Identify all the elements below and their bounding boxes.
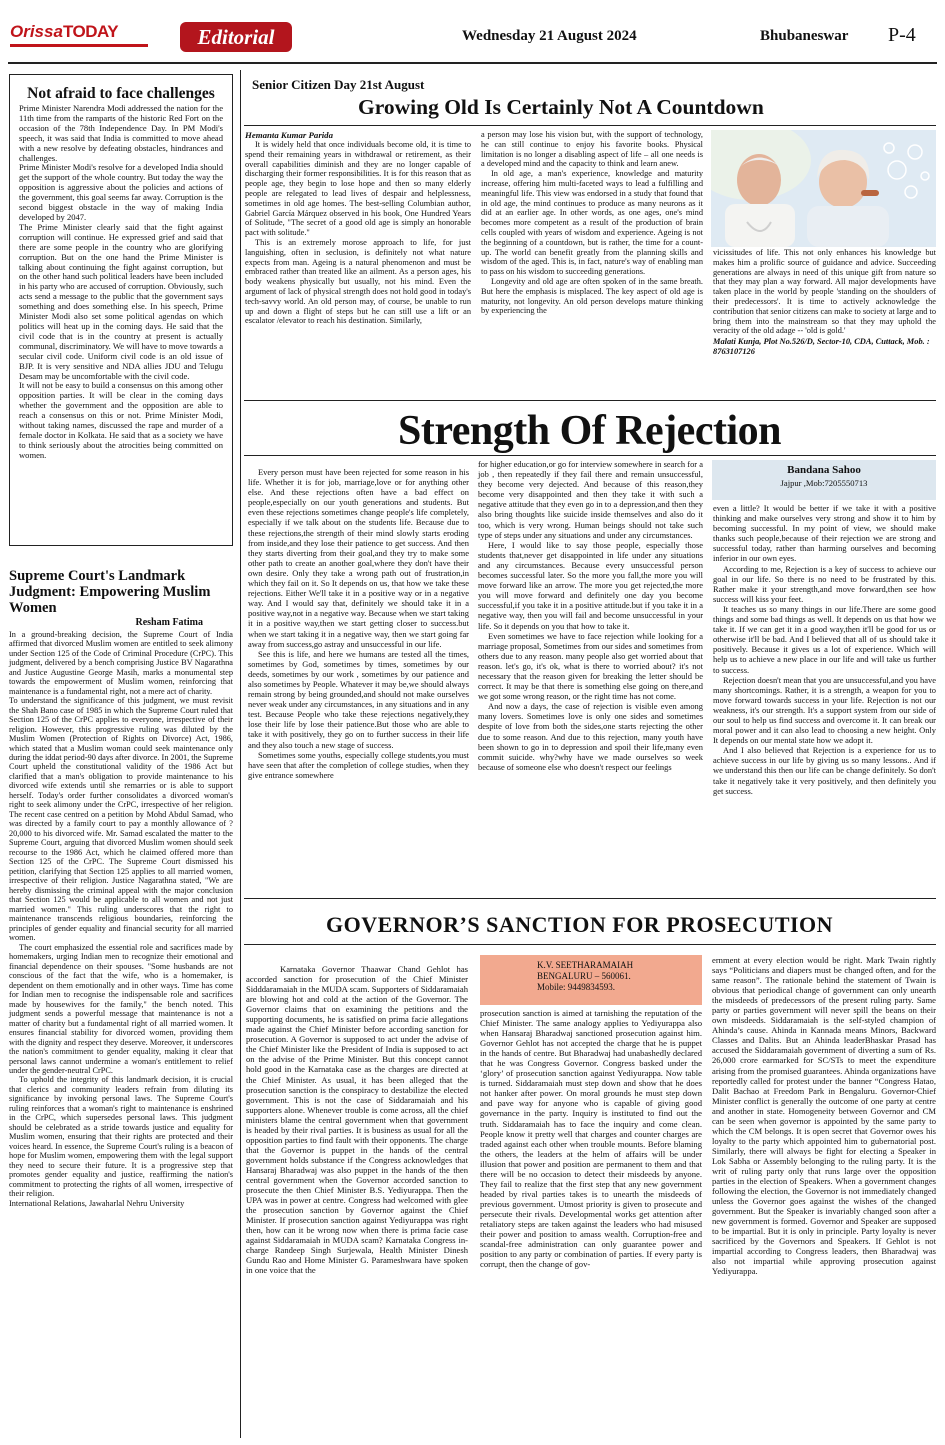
governor-author-box: [480, 955, 702, 1005]
left-article-box: [9, 74, 233, 546]
masthead-rule: [8, 62, 937, 64]
paragraph: Every person must have been rejected for some reason in his life. Whether it is for job, marriage,love or for anything other else. And these rejections often have a bad effect on people,especially on our youth generations and students. But even these rejections sometimes change people's life completely, especially if we talk about on the students life. Because due to these rejections,the strength of their mind slowly starts eroding from inside,and they lose their patience to get success. And then they starts diverting from their goal,and they try to make some other path to create an another goal,where they don't have their own desire. Only they take a wrong path out of frustration,in which they fail on it. So It depends on us, that how we take these rejections. Either We'll take it in a positive way or in a negative way. And I would say that, definitely we should take it in a positive way,not in a negative way. Because when we start taking it in a positive way,then we start getting closer to success.but when we start taking it in a negative way, then we start going far away from success,go astray and unsuccessful in our life.: [248, 467, 469, 649]
paragraph: prosecution sanction is aimed at tarnishing the reputation of the Chief Minister. The same analogy applies to Yediyurappa also when Hansaraj Bharadwaj sanctioned prosecution against him. Governor Gehlot has not accepted the charge that he is puppet in the hands of centre. But Bharadwaj had unabashedly declared that he was Congress Governor. Congress basked under the ‘glory’ of prosecution sanction against Yediyurappa. Now table is turned. Siddaramaiah must step down and show that he does not hanker after power. On moral grounds he must step down and pave way for anyone who is capable of giving good governance in the party. Inquiry is instituted to find out the truth. Siddaramaiah has to face the inquiry and come clean. People know it pretty well that charges and counter charges are traded against each other when trouble mounts. Before blaming the others, the leaders at the helm of affairs will be under illusion that power and position are permanent to them and that there will be no occasion to detect their misdeeds by anyone. They fail to realize that the first step that any new government headed by rival parties takes is to unearth the misdeeds of previous government. Utmost priority is given to prosecute and persecute their rivals. Developmental works get attention after retaliatory steps are taken against the leaders who had misused their power and position to amass wealth. Corruption-free and scandal-free administration can only guarantee power and position to any party or combination of parties. If every party is corrupt, then the change of gov-: [480, 1008, 702, 1270]
paragraph: a person may lose his vision but, with the support of technology, he can still continue to enjoy his favorite books. Physical limitation is no longer a disabling aspect of life – all one needs is a developed mind and the capacity to think and learn anew.: [481, 130, 703, 169]
paragraph: To understand the significance of this judgment, we must revisit the Shah Bano case of 1985 in which the Supreme Court ruled that Section 125 of the CrPC applies to everyone, irrespective of their religion. However, this progressive ruling was diluted by the Muslim Women (Protection of Rights on Divorce) Act, 1986, which stated that a Muslim woman could seek maintenance only during the iddat period-90 days after divorce. In 2001, the Supreme Court upheld the constitutional validity of the 1986 Act but clarified that a man's obligation to provide maintenance to his divorced wife extends until she remarries or is able to support herself. Today's order further consolidates a divorced woman's right to seek alimony under the CrPC, irrespective of her religion. The recent case centred on a petition by Mohd Abdul Samad, who was directed by a family court to pay a monthly allowance of ?20,000 to his divorced wife. Mr. Samad escalated the matter to the Supreme Court, arguing that divorced Muslim women should seek recourse to the 1986 Act, which he claimed offered more than Section 125 of the CrPC. The Supreme Court dismissed his petition, clarifying that Section 125 applies to all married women, irrespective of their religion. Justice Nagarathna stated, "We are hereby dismissing the criminal appeal with the major conclusion that Section 125 would be applicable to all women and not just married women." This ruling underscores that the right to maintenance transcends religious boundaries, reinforcing the principles of gender equality and financial security for all married women.: [9, 696, 233, 943]
section-rule: [244, 898, 936, 899]
growing-old-signoff: Malati Kunja, Plot No.526/D, Sector-10, CDA, Cuttack, Mob. : 8763107126: [713, 337, 930, 357]
sc-article: [9, 568, 233, 1208]
rejection-author-contact: Jajpur ,Mob:7205550713: [780, 478, 868, 488]
page-number: P-4: [888, 24, 916, 46]
sc-article-author: Resham Fatima: [135, 616, 203, 628]
title-underline: [244, 944, 936, 945]
paragraph: In old age, a man's experience, knowledge and maturity increase, offering him multi-faceted ways to lead a fulfilling and meaningful life. This view was endorsed in a study that found that in old age, the mind continues to produce as many neurons as it did at an earlier age. In other words, as one ages, one's mind becomes more competent as a result of the production of brain cells coupled with years of wisdom and experience. Ageing is not the beginning of a countdown, but is rather, the time for a count-up. The world can benefit greatly from the planning skills and wisdom of the aged. This is, in fact, nature's way of enabling man to pass on his wisdom to succeeding generations.: [481, 169, 703, 277]
paragraph: To uphold the integrity of this landmark decision, it is crucial that clerics and community leaders refrain from diluting its significance by invoking personal laws. The Supreme Court's ruling reinforces that a woman's right to maintenance is enshrined in the CrPC, which supersedes personal laws. This judgment should be celebrated as a stride towards justice and equality for Muslim women, ensuring that their rights are protected and their voices heard. In essence, the Supreme Court's ruling is a beacon of hope for Muslim women, empowering them with the legal support they need to secure their future. It is a progressive step that promotes gender equality and justice, reaffirming the nation's commitment to protecting the rights of all women, irrespective of their religion.: [9, 1075, 233, 1199]
paragraph: And now a days, the case of rejection is visible even among many lovers. Sometimes love is only one sides and sometimes despite of love from both the sides,one starts rejecting the other due to some reason. And due to this rejection, many youth have been shown to go in to depression and spoil their life,many even commit suicide. why?why have we made ourselves so week because of someone else who doesn't respect our feelings: [478, 701, 703, 772]
sc-article-title: Supreme Court's Landmark Judgment: Empowering Muslim Women: [9, 568, 211, 617]
rejection-author-box: [712, 460, 936, 500]
paragraph: Longevity and old age are often spoken of in the same breath. But here the emphasis is misplaced. The key aspect of old age is maturity, not longevity. An old person develops mature thinking by experiencing the: [481, 276, 703, 316]
rejection-title: Strength Of Rejection: [398, 408, 781, 454]
paragraph: Prime Minister Narendra Modi addressed the nation for the 11th time from the ramparts of the historic Red Fort on the occasion of the 78th Independence Day. In PM Modi's speech, it was said that India is committed to move ahead with a new resolve by defeating obstacles, hindrances and challenges.: [19, 103, 223, 163]
rejection-col-2: [478, 459, 703, 772]
rejection-col-3: [713, 503, 936, 796]
elderly-couple-photo: [711, 130, 936, 247]
paragraph: Even sometimes we have to face rejection while looking for a marriage proposal, Sometimes from our sides and sometimes from others due to any reason. many people also get worried about that reason. let's go, it's ok, what is there to worried about? it's not necessary that the reason given for breaking the letter should be correct. It may be that there is something else going on there,and we got some wrong reason, or the right time has not come.: [478, 630, 703, 702]
logo-today-text: TODAY: [62, 22, 119, 41]
governor-title: GOVERNOR’S SANCTION FOR PROSECUTION: [326, 912, 834, 937]
issue-city: Bhubaneswar: [760, 28, 849, 44]
rejection-col-1: [248, 467, 469, 780]
section-badge: Editorial: [180, 22, 292, 52]
governor-col-1: [246, 964, 468, 1275]
paragraph: Rejection doesn't mean that you are unsuccessful,and you have many shortcomings. Rather, it is a strength, a weapon for you to move forward towards success in your life. Rejection is not our weakness, it's our strength. It's a support system from our side of our soul to help us find success and overcome it. It can break our moral power and it can also lead to choosing a new height. Only It depends on our mental state how we adopt it.: [713, 674, 936, 746]
paragraph: The Prime Minister clearly said that the fight against corruption will continue. He expressed grief and said that there are some people in the country who are glorifying corruption. But on the one hand the Prime Minister is talking about continuing the fight against corruption, but on the other hand such political leaders have been included in his party who are accused of corruption. Obviously, such acts send a message to the public that the government says something and does something else. In his speech, Prime Minister Modi also set some political agendas on which politics will heat up in the coming days. He said that the civil code that is in the country at present is actually communal, discriminatory. We will have to move towards a secular civil code. Uniform civil code is an old issue of BJP. It is very sensitive and NDA allies JDU and Telugu Desam may be uncomfortable with the civil code.: [19, 221, 223, 381]
governor-author-mobile: Mobile: 9449834593.: [537, 981, 615, 992]
governor-col-3: [712, 955, 936, 1277]
paragraph: Sometimes some youths, especially college students,you must have seen that after the completion of college studies, when they give entrance somewhere: [248, 749, 469, 780]
paragraph: In a ground-breaking decision, the Supreme Court of India affirmed that divorced Muslim women are entitled to seek alimony under Section 125 of the Code of Criminal Procedure (CrPC). This judgment, delivered by a bench comprising Justice BV Nagarathna and Justice Augustine George Masih, marks a monumental step towards the empowerment of Muslim women, reinforcing that maintenance is a fundamental right, not a mere act of charity.: [9, 629, 233, 696]
paragraph: ernment at every election would be right. Mark Twain rightly says “Politicians and diapers must be changed often, and for the same reason”. The rationale behind the statement of Twain is obvious that periodical change of government can only unearth the misdeeds of predecessors of the present ruling party. Same party or parties government will never spill the beans on their own misdeeds. Siddaramaiah is the self-styled champion of Ahinda’s cause. Ahinda in Kannada means Minors, Backward Classes and Dalits. But an Ahinda leaderBhaskar Prasad has accused the Siddaramaiah government of diverting a sum of Rs. 26,000 crore earmarked for SC/STs to meet the expenditure arising from the promised guarantees. Ahinda organizations have reportedly called for protest under the banner “Congress Hatao, Dalit Bachao at Freedom Park in Bengaluru. Governor-Chief Minister conflict is generally the outcome of one party at centre and another in state. Homogeneity between Governor and CM can be seen when governor is appointed by the same party to which the CM belongs. It is open secret that Governor owes his loyalty to the party which appointed him to gubernatorial post. Similarly, there will always be fight for electing a Speaker in Lok Sabha or Assembly belonging to the ruling party. It is the writ of ruling party only that runs large over the opposition parties in the election of Speakers. When a government changes following the election, the Governor is not immediately changed unless the Governor goes against the wishes of the changed government. But the Speaker is invariably changed soon after a new government is formed. Governor and Speaker are supposed to be impartial. But it is only in principle. Party loyalty is never sacrificed by the Governors and Speakers. If Gehlot is not impartial according to Congress leaders, then Bharadwaj was also not impartial while approving prosecution against Yediyurappa.: [712, 955, 936, 1277]
paragraph: This is an extremely morose approach to life, for just languishing, often in seclusion, is definitely not what nature expects from man. Ageing is a natural phenomenon and must be embraced rather than treated like an ailment. As a person ages, his body weakens physically but usually, not his mind. Even the argument of lack of physical strength does not hold good in today's tech-savvy world. An old person may, of course, be unable to run up and down a flight of steps but he can still use a lift or an escalator /elevator to reach his destination. Similarly,: [245, 237, 471, 326]
growing-old-col-2: [481, 130, 703, 316]
newspaper-logo: [10, 22, 148, 48]
logo-orissa-text: Orissa: [10, 22, 63, 41]
author-affiliation: International Relations, Jawaharlal Nehru University: [9, 1198, 185, 1208]
logo-underline: [10, 44, 148, 47]
growing-old-col-1: [245, 130, 471, 326]
paragraph: Karnataka Governor Thaawar Chand Gehlot has accorded sanction for prosecution of the Chief Minister Sidddaramaiah in the MUDA scam. Supporters of Siddaramaiah are blowing hot and cold at the action of the Governor. The Governor claims that on examining the petitions and the supporting documents, he is satisfied on prima facie allegations made against the Chief Minister before according sanction for prosecution. A Governor is supposed to act under the advise of the Chief Minister like the President of India is supposed to act on the advise of the Prime Minister. But this concept cannot hold good in the Karnataka case as the charges are directed at the Chief Minister. As usual, it has been alleged that the prosecution sanction is the conspiracy to destabilize the elected government. This is not the case of Siddaramaiah and his supporters alone. Whenever trouble is come across, all the chief ministers blame the central government when that government is headed by their rival parties. It is business as usual for all the opposition parties to find fault with their opponents. The charge that the Governor is puppet in the hands of the central government holds substance if the Congress acknowledges that Hansaraj Bharadwaj was also puppet in the hands of the then central government when the Governor accorded sanction to prosecute the then Chief Minister B.S. Yediyurappa. Then the UPA was in power at centre. Congress had welcomed with glee the prosecution sanction by Governor against the Chief Minister. If prosecution sanction against Yediyurappa was right then, how can it be wrong now when there is prima facie case against Siddaramaiah in MUDA scam? Karnataka Congress in-charge Randeep Singh Surjewala, Health Minister Dinesh Gundu Rao and Home Minister G. Parameshwara have spoken in one voice that the: [246, 964, 468, 1276]
left-article-body: [10, 102, 232, 461]
governor-col-2: [480, 1008, 702, 1269]
column-divider: [240, 70, 241, 1438]
paragraph: Here, I would like to say those people, especially those students that,never get disappointed in life under any situations and any circumstances. Because every unsuccessful person becomes successful later. So the more you fall,the more you will move forward like an arrow. The more you get rejected,the more you will move forward and definitely one day you become successful,if you take it in a positive attitude.but if you take it in a negative way, then you will fail and become unsuccessful in your life. So it depends on you that how to take it.: [478, 539, 703, 631]
rejection-author-name: Bandana Sahoo: [787, 464, 861, 476]
paragraph: It teaches us so many things in our life.There are some good things and some bad things as well. It depends on us that how we take it. If we can get it in a good way,then it'll be good for us or otherwise it'll be bad. And I believed that all of us should take it positively. Because it gives us a lot of experience. Which will help us to achieve a new place in our life and will take us further to success.: [713, 603, 936, 675]
sc-article-body: [9, 630, 233, 1209]
paragraph: vicissitudes of life. This not only enhances his knowledge but makes him a prolific source of guidance and advice. Succeeding generations are always in need of this unique gift from nature so that they may plan a way forward. All major developments have taken place in the world by people 'standing on the shoulders of their predecessors'. It is time to actively acknowledge the contribution that senior citizens can make to society at large and to bring them into the mainstream so that they may uphold the veracity of the old adage -- 'old is gold.': [713, 248, 936, 336]
title-underline: [244, 125, 936, 126]
governor-author-city: BENGALURU – 560061.: [537, 970, 631, 981]
growing-old-title: Growing Old Is Certainly Not A Countdown: [358, 95, 764, 119]
left-article-title: Not afraid to face challenges: [27, 85, 215, 102]
paragraph: for higher education,or go for interview somewhere in search for a job , then repeatedly if they fail there and remain unsuccessful, they become very dejected. And because of this reason,they become very disappointed and then they take it with such a negative attitude that they even go in to a depression,and then they also bring thoughts like suicide inside themselves and also do it too, which is very wrong. Human beings should not take such type of steps under any situations and under any circumstances.: [478, 459, 703, 540]
paragraph: According to me, Rejection is a key of success to achieve our goal in our life. So there is no need to be frustrated by this. Rather make it your strength,and move forward,then see how success will kiss your feet.: [713, 563, 936, 604]
paragraph: See this is life, and here we humans are tested all the times, sometimes by God, sometimes by times, sometimes by our deeds, sometimes by our work , sometimes by our patience and also sometimes by People. Whatever it may be,we should always remain strong by being grounded,and should not make ourselves never weak under any circumstances, in any situations and in any test. Because People who take these rejections negatively,they lose their life by lose their patience.But those who are able to take it with positively, they go on to further success in their life and they also touch a new stage of success.: [248, 648, 469, 750]
issue-date: Wednesday 21 August 2024: [462, 28, 637, 44]
paragraph: The court emphasized the essential role and sacrifices made by homemakers, urging Indian men to recognize their emotional and financial dependence on their spouses. "Some husbands are not conscious of the fact that the wife, who is a homemaker, is dependent on them emotionally and in other ways. Time has come for Indian men to recognise the indispensable role and sacrifices made by housewives for the family," the bench noted. This judgment sends a powerful message that maintenance is not a matter of charity but a fundamental right of all married women. It ensures financial stability for divorced women, providing them with the dignity and respect they deserve. Moreover, it underscores the nation's commitment to gender equality, making it clear that personal laws cannot undermine a woman's entitlement to relief under the gender-neutral CrPC.: [9, 942, 233, 1075]
paragraph: It is widely held that once individuals become old, it is time to spend their remaining years in withdrawal or retirement, as their overall capabilities diminish and they are no longer capable of discharging their former responsibilities. It is for this reason that as people age, they begin to lose hope and then so many elderly people are relegated to lead lives of despair and helplessness, sometimes in old age homes. The best-selling Columbian author, Gabriel García Márquez observed in his book, One Hundred Years of Solitude, "The secret of a good old age is simply an honorable pact with solitude.": [245, 140, 471, 238]
section-rule: [244, 400, 936, 401]
growing-old-author: Hemanta Kumar Parida: [245, 130, 333, 140]
growing-old-kicker: Senior Citizen Day 21st August: [252, 77, 425, 92]
title-underline: [244, 455, 936, 456]
paragraph: It will not be easy to build a consensus on this among other opposition parties. It will be clear in the coming days whether the government and the opposition are able to reach a consensus on this or not. Prime Minister Modi, without taking names, discussed the rape and murder of a female doctor in Kolkata. He said that as a society we have to think seriously about the atrocities being committed on women.: [19, 380, 223, 460]
paragraph: Prime Minister Modi's resolve for a developed India should get the support of the whole country. But today the way the opposition is aggressive about the policies and actions of the government, this goal seems far away. Corruption is the second biggest obstacle in the way of making India developed by 2047.: [19, 162, 223, 223]
growing-old-col-3: [713, 248, 936, 357]
elderly-couple-illustration: [711, 130, 936, 247]
paragraph: And I also believed that Rejection is a experience for us to achieve success in our life by giving us so many lessons.. And if we understand this then our life can be change definitely. So don't take it negatively take it very positively, and then definitely you get success.: [713, 745, 936, 796]
paragraph: even a little? It would be better if we take it with a positive thinking and make ourselves very strong and show it to him by becoming successful. In my point of view, we should make thanks such people,because of their rejection we are strong and successful today, rather than harming ourselves and becoming inferior in our own eyes.: [713, 503, 936, 564]
governor-author-name: K.V. SEETHARAMAIAH: [537, 960, 634, 970]
